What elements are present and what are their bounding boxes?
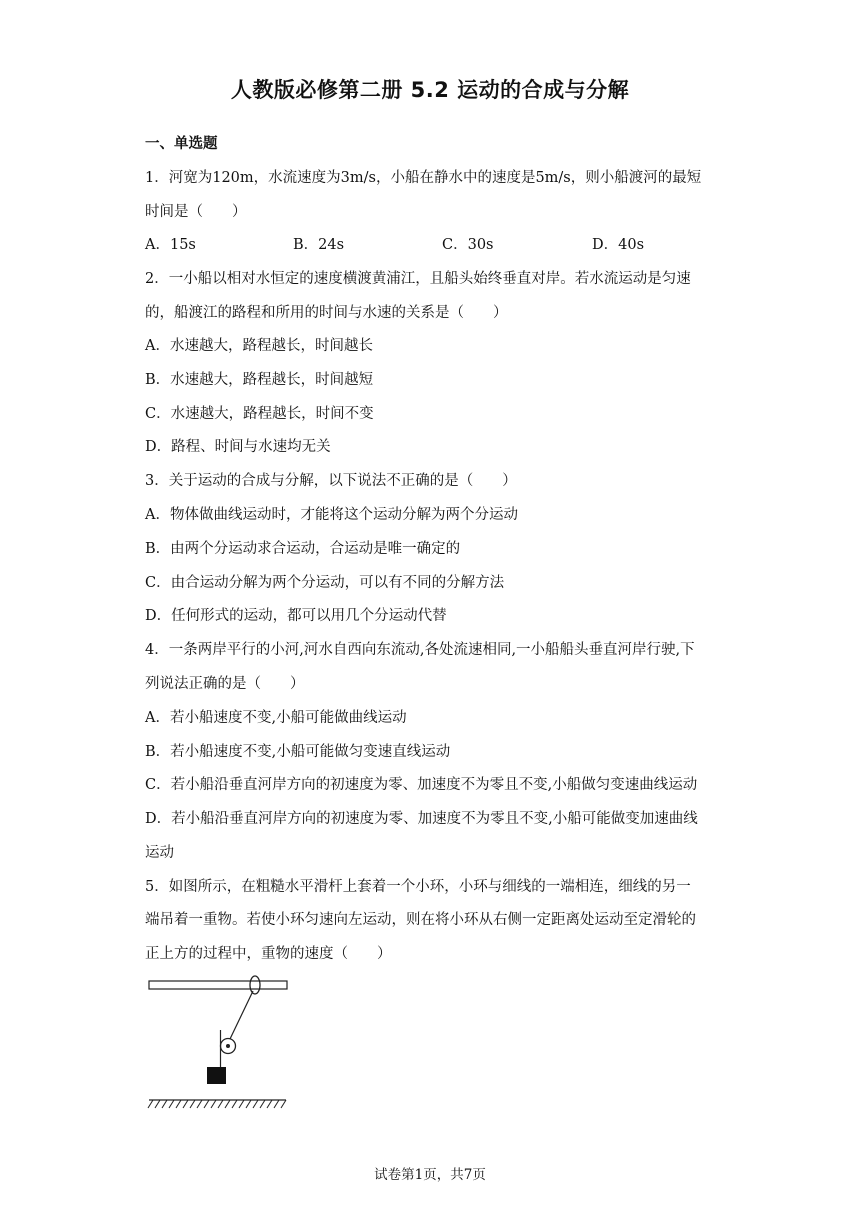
sliding-rod [149,981,287,989]
question-2-option-a: A．水速越大，路程越长，时间越长 [145,338,373,354]
pulley-figure [145,975,295,1115]
question-4-text: 4．一条两岸平行的小河,河水自西向东流动,各处流速相同,一小船船头垂直河岸行驶,下 [145,642,695,658]
question-4-option-d-cont: 运动 [145,845,174,861]
weight-block [207,1067,226,1084]
question-5-text-cont2: 正上方的过程中，重物的速度（ ） [145,946,392,962]
question-1-text: 1．河宽为120m，水流速度为3m/s，小船在静水中的速度是5m/s，则小船渡河的最短 [145,170,702,186]
question-2-option-d: D．路程、时间与水速均无关 [145,439,331,455]
question-1-option-b: B．24s [293,237,345,253]
question-3-text: 3．关于运动的合成与分解，以下说法不正确的是（ ） [145,473,517,489]
question-3-option-a: A．物体做曲线运动时，才能将这个运动分解为两个分运动 [145,507,518,523]
question-3-option-c: C．由合运动分解为两个分运动，可以有不同的分解方法 [145,575,505,591]
question-2-option-b: B．水速越大，路程越长，时间越短 [145,372,374,388]
question-4-option-d: D．若小船沿垂直河岸方向的初速度为零、加速度不为零且不变,小船可能做变加速曲线 [145,811,698,827]
question-1-text-cont: 时间是（ ） [145,204,247,220]
question-4-option-c: C．若小船沿垂直河岸方向的初速度为零、加速度不为零且不变,小船做匀变速曲线运动 [145,777,698,793]
question-3-option-d: D．任何形式的运动，都可以用几个分运动代替 [145,608,447,624]
question-4-text-cont: 列说法正确的是（ ） [145,676,305,692]
question-2-option-c: C．水速越大，路程越长，时间不变 [145,406,374,422]
question-4-option-a: A．若小船速度不变,小船可能做曲线运动 [145,710,407,726]
question-2-text: 2．一小船以相对水恒定的速度横渡黄浦江，且船头始终垂直对岸。若水流运动是匀速 [145,271,691,287]
string-segment [230,991,253,1039]
question-5-text-cont: 端吊着一重物。若使小环匀速向左运动，则在将小环从右侧一定距离处运动至定滑轮的 [145,912,696,928]
question-5-text: 5．如图所示，在粗糙水平滑杆上套着一个小环，小环与细线的一端相连，细线的另一 [145,879,691,895]
pulley-axle [226,1044,230,1048]
question-2-text-cont: 的，船渡江的路程和所用的时间与水速的关系是（ ） [145,305,508,321]
question-1-option-c: C．30s [442,237,494,253]
page-footer: 试卷第1页，共7页 [374,1167,486,1183]
question-3-option-b: B．由两个分运动求合运动，合运动是唯一确定的 [145,541,461,557]
ground-hatching [148,1100,286,1108]
question-4-option-b: B．若小船速度不变,小船可能做匀变速直线运动 [145,744,451,760]
page-title: 人教版必修第二册 5.2 运动的合成与分解 [230,78,630,102]
section-heading: 一、单选题 [145,136,218,152]
question-1-option-d: D．40s [592,237,645,253]
question-1-option-a: A．15s [145,237,196,253]
